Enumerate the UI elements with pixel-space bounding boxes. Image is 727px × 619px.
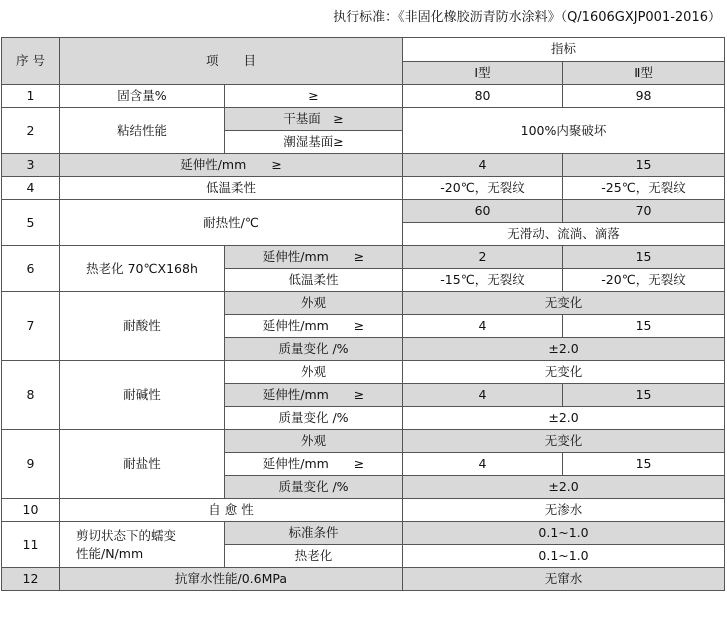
row-8-e1: 4 bbox=[403, 384, 563, 407]
row-8-look: 无变化 bbox=[403, 361, 725, 384]
row-1-name: 固含量% bbox=[60, 85, 225, 108]
row-9-name: 耐盐性 bbox=[60, 430, 225, 499]
row-6-name: 热老化 70℃X168h bbox=[60, 246, 225, 292]
row-9-sub3: 质量变化 /% bbox=[225, 476, 403, 499]
row-9-sub2: 延伸性/mm ≥ bbox=[225, 453, 403, 476]
row-3-cond: ≥ bbox=[271, 157, 282, 172]
row-7-e2: 15 bbox=[563, 315, 725, 338]
header-seq: 序 号 bbox=[2, 38, 60, 85]
row-2-name: 粘结性能 bbox=[60, 108, 225, 154]
row-3-name-text: 延伸性/mm bbox=[180, 157, 247, 172]
row-3-v1: 4 bbox=[403, 154, 563, 177]
row-10-name: 自 愈 性 bbox=[60, 499, 403, 522]
row-11-name-line1: 剪切状态下的蠕变 bbox=[76, 527, 177, 543]
row-11-name-line2: 性能/N/mm bbox=[76, 545, 144, 561]
row-6-no: 6 bbox=[2, 246, 60, 292]
row-11-v1: 0.1~1.0 bbox=[403, 522, 725, 545]
row-5-no: 5 bbox=[2, 200, 60, 246]
row-10-value: 无渗水 bbox=[403, 499, 725, 522]
row-1-no: 1 bbox=[2, 85, 60, 108]
row-11-name bbox=[60, 522, 225, 568]
row-4-v2: -25℃，无裂纹 bbox=[563, 177, 725, 200]
row-5-value: 无滑动、流淌、滴落 bbox=[403, 223, 725, 246]
row-7-mass: ±2.0 bbox=[403, 338, 725, 361]
row-1-cond: ≥ bbox=[225, 85, 403, 108]
row-9-e2: 15 bbox=[563, 453, 725, 476]
row-9-sub1: 外观 bbox=[225, 430, 403, 453]
row-9-no: 9 bbox=[2, 430, 60, 499]
row-1-v1: 80 bbox=[403, 85, 563, 108]
row-2-sub1: 干基面 ≥ bbox=[225, 108, 403, 131]
row-5-v1: 60 bbox=[403, 200, 563, 223]
row-12-no: 12 bbox=[2, 568, 60, 591]
row-4-name: 低温柔性 bbox=[60, 177, 403, 200]
standard-caption: 执行标准：《非固化橡胶沥青防水涂料》（Q/1606GXJP001-2016） bbox=[333, 10, 721, 25]
row-4-v1: -20℃，无裂纹 bbox=[403, 177, 563, 200]
header-type2: Ⅱ型 bbox=[563, 61, 725, 85]
row-2-no: 2 bbox=[2, 108, 60, 154]
row-8-name: 耐碱性 bbox=[60, 361, 225, 430]
row-5-name: 耐热性/℃ bbox=[60, 200, 403, 246]
row-3-v2: 15 bbox=[563, 154, 725, 177]
row-6-sub2: 低温柔性 bbox=[225, 269, 403, 292]
row-7-e1: 4 bbox=[403, 315, 563, 338]
row-6-a1: 2 bbox=[403, 246, 563, 269]
row-5-v2: 70 bbox=[563, 200, 725, 223]
row-9-e1: 4 bbox=[403, 453, 563, 476]
row-12-name: 抗窜水性能/0.6MPa bbox=[60, 568, 403, 591]
row-6-b2: -20℃，无裂纹 bbox=[563, 269, 725, 292]
header-index: 指标 bbox=[403, 38, 725, 62]
row-7-no: 7 bbox=[2, 292, 60, 361]
row-7-sub2: 延伸性/mm ≥ bbox=[225, 315, 403, 338]
row-9-mass: ±2.0 bbox=[403, 476, 725, 499]
row-8-no: 8 bbox=[2, 361, 60, 430]
row-1-v2: 98 bbox=[563, 85, 725, 108]
row-7-look: 无变化 bbox=[403, 292, 725, 315]
row-12-value: 无窜水 bbox=[403, 568, 725, 591]
row-3-no: 3 bbox=[2, 154, 60, 177]
row-7-sub1: 外观 bbox=[225, 292, 403, 315]
row-11-no: 11 bbox=[2, 522, 60, 568]
row-8-sub2: 延伸性/mm ≥ bbox=[225, 384, 403, 407]
row-8-mass: ±2.0 bbox=[403, 407, 725, 430]
row-10-no: 10 bbox=[2, 499, 60, 522]
row-6-sub1: 延伸性/mm ≥ bbox=[225, 246, 403, 269]
row-4-no: 4 bbox=[2, 177, 60, 200]
row-7-name: 耐酸性 bbox=[60, 292, 225, 361]
header-type1: Ⅰ型 bbox=[403, 61, 563, 85]
row-8-sub1: 外观 bbox=[225, 361, 403, 384]
row-11-v2: 0.1~1.0 bbox=[403, 545, 725, 568]
row-2-value: 100%内聚破坏 bbox=[403, 108, 725, 154]
row-11-sub2: 热老化 bbox=[225, 545, 403, 568]
spec-table bbox=[1, 37, 725, 591]
row-8-e2: 15 bbox=[563, 384, 725, 407]
row-9-look: 无变化 bbox=[403, 430, 725, 453]
row-6-a2: 15 bbox=[563, 246, 725, 269]
row-6-b1: -15℃，无裂纹 bbox=[403, 269, 563, 292]
row-3-name bbox=[60, 154, 403, 177]
row-7-sub3: 质量变化 /% bbox=[225, 338, 403, 361]
row-2-sub2: 潮湿基面≥ bbox=[225, 131, 403, 154]
header-item: 项 目 bbox=[60, 38, 403, 85]
row-11-sub1: 标准条件 bbox=[225, 522, 403, 545]
row-8-sub3: 质量变化 /% bbox=[225, 407, 403, 430]
